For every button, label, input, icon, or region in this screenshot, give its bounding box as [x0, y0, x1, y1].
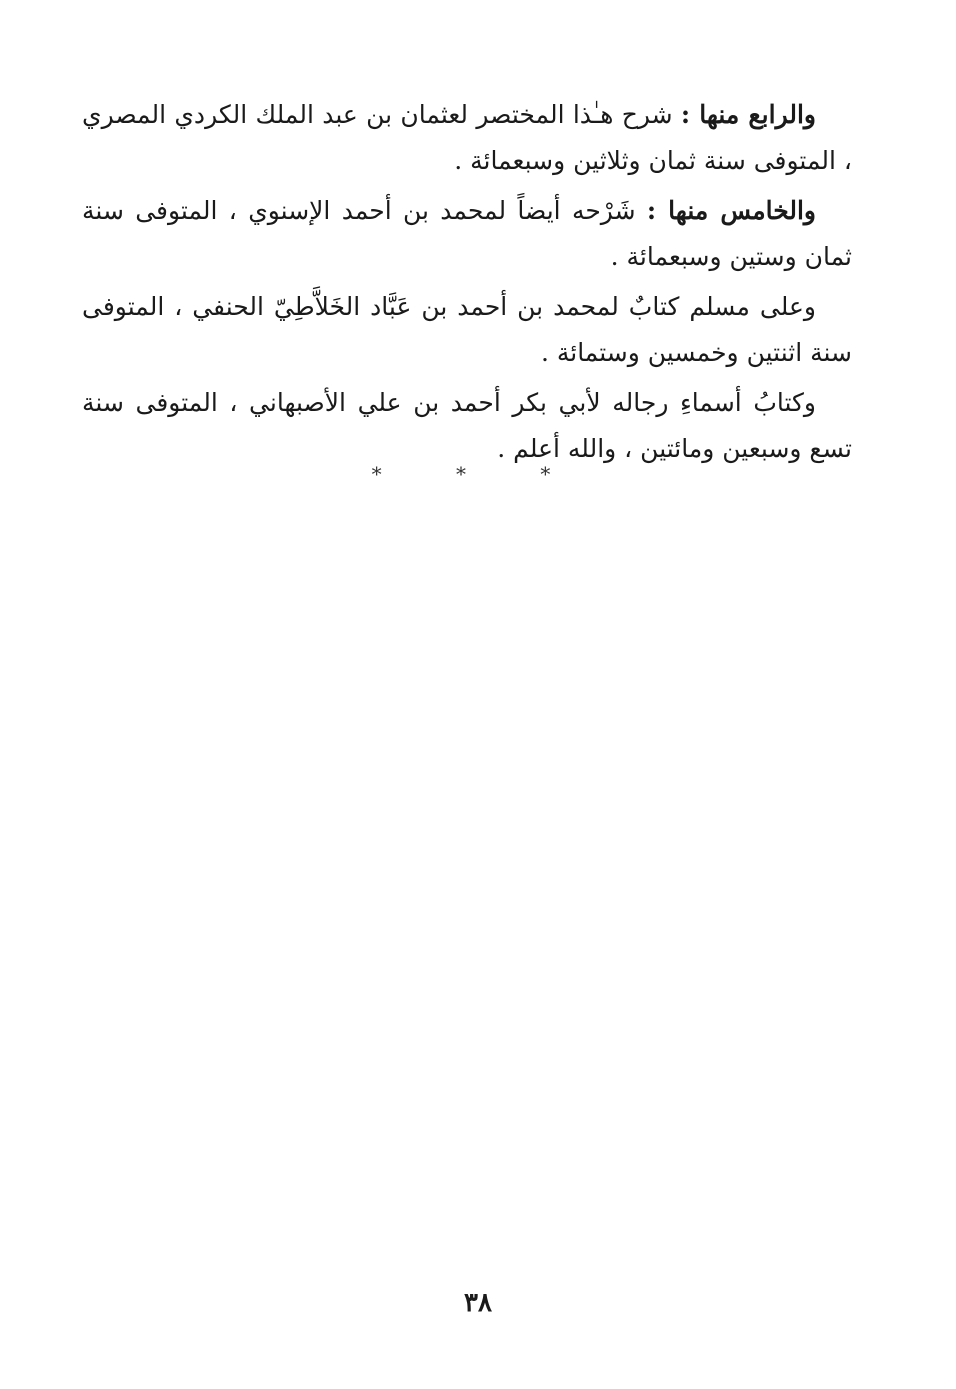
- section-divider-asterisks: * * *: [371, 462, 585, 486]
- paragraph-fifth-commentary: [82, 188, 852, 280]
- paragraph-rijal-book: [82, 380, 852, 472]
- paragraph-text: شرح هـٰذا المختصر لعثمان بن عبد الملك الكردي المصري ، المتوفى سنة ثمان وثلاثين وسبعمائة .: [82, 100, 852, 175]
- paragraph-lead: والخامس منها :: [646, 196, 816, 225]
- paragraph-text: شَرْحه أيضاً لمحمد بن أحمد الإسنوي ، المتوفى سنة ثمان وستين وسبعمائة .: [82, 196, 852, 271]
- page-number: ٣٨: [464, 1288, 492, 1318]
- paragraph-lead: والرابع منها :: [680, 100, 816, 129]
- paragraph-muslim-book: [82, 284, 852, 376]
- paragraph-fourth-commentary: [82, 92, 852, 184]
- body-text: [82, 92, 852, 476]
- paragraph-text: وكتابُ أسماءِ رجاله لأبي بكر أحمد بن علي الأصبهاني ، المتوفى سنة تسع وسبعين ومائتين ، والله أعلم .: [82, 388, 852, 463]
- paragraph-text: وعلى مسلم كتابٌ لمحمد بن أحمد بن عَبَّاد الخَلاَّطِيّ الحنفي ، المتوفى سنة اثنتين وخمسين وستمائة .: [82, 292, 852, 367]
